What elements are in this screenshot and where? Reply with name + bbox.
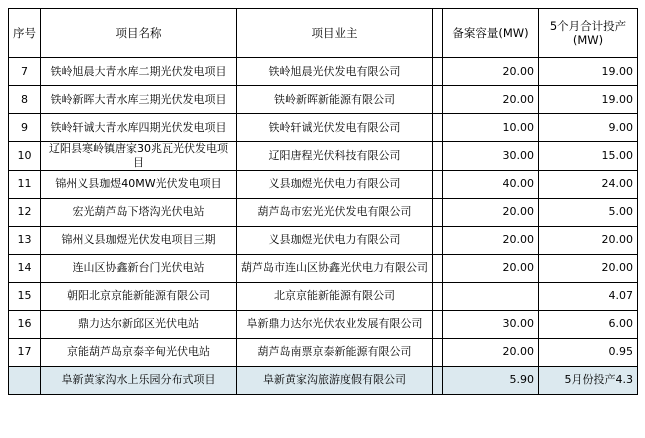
cell-filed-capacity: 20.00: [443, 338, 539, 366]
cell-index: 15: [9, 282, 41, 310]
cell-five-month-total: 5月份投产4.3: [539, 366, 638, 394]
cell-spacer: [433, 198, 443, 226]
cell-project-name: 铁岭新晖大青水库三期光伏发电项目: [41, 86, 237, 114]
column-header-spacer: [433, 9, 443, 58]
cell-five-month-total: 20.00: [539, 254, 638, 282]
column-header-index: 序号: [9, 9, 41, 58]
cell-five-month-total: 4.07: [539, 282, 638, 310]
cell-project-name: 朝阳北京京能新能源有限公司: [41, 282, 237, 310]
cell-spacer: [433, 114, 443, 142]
cell-index: 13: [9, 226, 41, 254]
cell-five-month-total: 20.00: [539, 226, 638, 254]
cell-project-name: 京能葫芦岛京泰辛甸光伏电站: [41, 338, 237, 366]
cell-index: 17: [9, 338, 41, 366]
column-header-project-owner: 项目业主: [237, 9, 433, 58]
cell-filed-capacity: 10.00: [443, 114, 539, 142]
cell-spacer: [433, 310, 443, 338]
cell-index: 16: [9, 310, 41, 338]
table-row: [9, 254, 638, 282]
cell-project-owner: 葫芦岛市连山区协鑫光伏电力有限公司: [237, 254, 433, 282]
cell-index: 12: [9, 198, 41, 226]
cell-project-name: 阜新黄家沟水上乐园分布式项目: [41, 366, 237, 394]
projects-table: [8, 8, 638, 395]
cell-filed-capacity: 20.00: [443, 254, 539, 282]
cell-filed-capacity: 20.00: [443, 226, 539, 254]
cell-project-name: 铁岭轩诚大青水库四期光伏发电项目: [41, 114, 237, 142]
cell-project-name: 锦州义县珈煜光伏发电项目三期: [41, 226, 237, 254]
cell-project-name: 辽阳县寒岭镇唐家30兆瓦光伏发电项目: [41, 142, 237, 171]
table-row: [9, 310, 638, 338]
table-header-row: [9, 9, 638, 58]
cell-project-owner: 阜新鼎力达尔光伏农业发展有限公司: [237, 310, 433, 338]
table-row: [9, 86, 638, 114]
cell-five-month-total: 6.00: [539, 310, 638, 338]
table-header: [9, 9, 638, 58]
cell-five-month-total: 24.00: [539, 170, 638, 198]
cell-spacer: [433, 142, 443, 171]
column-header-filed-capacity: 备案容量(MW): [443, 9, 539, 58]
table-row: [9, 282, 638, 310]
cell-spacer: [433, 282, 443, 310]
cell-five-month-total: 19.00: [539, 86, 638, 114]
cell-spacer: [433, 226, 443, 254]
cell-filed-capacity: [443, 282, 539, 310]
cell-project-owner: 葫芦岛市宏光光伏发电有限公司: [237, 198, 433, 226]
cell-index: [9, 366, 41, 394]
cell-project-owner: 铁岭旭晨光伏发电有限公司: [237, 58, 433, 86]
cell-index: 7: [9, 58, 41, 86]
cell-project-owner: 铁岭轩诚光伏发电有限公司: [237, 114, 433, 142]
column-header-project-name: 项目名称: [41, 9, 237, 58]
cell-five-month-total: 19.00: [539, 58, 638, 86]
cell-project-owner: 葫芦岛南票京泰新能源有限公司: [237, 338, 433, 366]
column-header-five-month-total-line1: 5个月合计投产: [549, 18, 627, 33]
cell-project-owner: 义县珈煜光伏电力有限公司: [237, 170, 433, 198]
table-row: [9, 226, 638, 254]
cell-index: 11: [9, 170, 41, 198]
cell-spacer: [433, 338, 443, 366]
cell-project-name: 连山区协鑫新台门光伏电站: [41, 254, 237, 282]
table-row: [9, 198, 638, 226]
table-row-highlighted: [9, 366, 638, 394]
cell-index: 9: [9, 114, 41, 142]
column-header-five-month-total: [539, 9, 638, 58]
cell-spacer: [433, 86, 443, 114]
cell-project-name: 锦州义县珈煜40MW光伏发电项目: [41, 170, 237, 198]
table-row: [9, 338, 638, 366]
cell-filed-capacity: 20.00: [443, 58, 539, 86]
table-row: [9, 170, 638, 198]
cell-spacer: [433, 254, 443, 282]
cell-spacer: [433, 58, 443, 86]
cell-filed-capacity: 30.00: [443, 310, 539, 338]
cell-filed-capacity: 30.00: [443, 142, 539, 171]
cell-five-month-total: 5.00: [539, 198, 638, 226]
cell-project-owner: 义县珈煜光伏电力有限公司: [237, 226, 433, 254]
column-header-five-month-total-line2: (MW): [572, 33, 604, 47]
cell-index: 10: [9, 142, 41, 171]
cell-project-owner: 辽阳唐程光伏科技有限公司: [237, 142, 433, 171]
table-row: [9, 114, 638, 142]
cell-five-month-total: 0.95: [539, 338, 638, 366]
cell-five-month-total: 15.00: [539, 142, 638, 171]
cell-project-name: 鼎力达尔新邱区光伏电站: [41, 310, 237, 338]
cell-project-name: 铁岭旭晨大青水库二期光伏发电项目: [41, 58, 237, 86]
cell-filed-capacity: 5.90: [443, 366, 539, 394]
cell-filed-capacity: 20.00: [443, 198, 539, 226]
cell-index: 14: [9, 254, 41, 282]
cell-filed-capacity: 20.00: [443, 86, 539, 114]
cell-project-name: 宏光葫芦岛下塔沟光伏电站: [41, 198, 237, 226]
cell-project-owner: 铁岭新晖新能源有限公司: [237, 86, 433, 114]
cell-project-owner: 北京京能新能源有限公司: [237, 282, 433, 310]
cell-spacer: [433, 366, 443, 394]
cell-spacer: [433, 170, 443, 198]
cell-project-owner: 阜新黄家沟旅游度假有限公司: [237, 366, 433, 394]
cell-five-month-total: 9.00: [539, 114, 638, 142]
table-row: [9, 142, 638, 171]
table-row: [9, 58, 638, 86]
cell-index: 8: [9, 86, 41, 114]
table-body: [9, 58, 638, 395]
cell-filed-capacity: 40.00: [443, 170, 539, 198]
